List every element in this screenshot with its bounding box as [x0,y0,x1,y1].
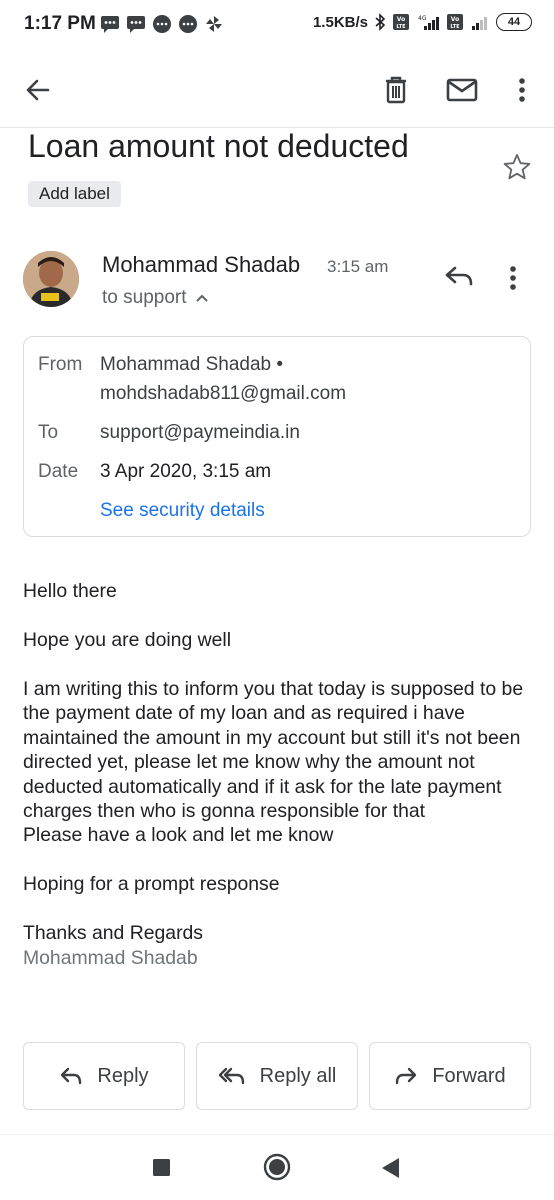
more-vert-icon [517,76,527,104]
mark-unread-button[interactable] [442,70,482,110]
security-details-link[interactable]: See security details [100,500,265,521]
battery-icon [496,13,532,31]
home-icon[interactable] [263,1153,291,1181]
reply-action-button[interactable] [23,1042,185,1110]
delete-icon [382,75,410,105]
svg-text:Vo: Vo [396,16,406,23]
to-line-text: to support [102,287,187,308]
message-more-button[interactable] [508,264,538,296]
star-icon [502,152,532,182]
chat-bubble-icon [152,14,172,34]
from-label: From [38,354,83,375]
status-bar [0,0,554,50]
reply-icon [444,264,474,288]
back-arrow-icon [24,76,52,104]
back-button[interactable] [18,70,58,110]
reply-all-action-button[interactable] [196,1042,358,1110]
signal-icon [416,13,440,31]
svg-text:LTE: LTE [396,24,406,30]
battery-level: 44 [507,16,521,28]
forward-action-button[interactable] [369,1042,531,1110]
to-label: To [38,422,59,443]
app-toolbar [0,50,554,128]
email-subject: Loan amount not deducted [28,128,409,164]
recents-icon[interactable] [152,1158,171,1177]
notification-icons [100,14,224,34]
body-line: Hope you are doing well [23,629,232,651]
sender-name: Mohammad Shadab [102,252,301,277]
body-line: Hoping for a prompt response [23,873,280,896]
date-value: 3 Apr 2020, 3:15 am [100,461,272,482]
message-icon [126,15,146,33]
body-paragraph: I am writing this to inform you that today is supposed to be the payment date of my loan and as required i have maintained the amount in my account but still it's not been directed yet, please let me know why the amount not deducted automatically and if it ask for the late payment charges then who is gonna responsible for that [23,678,524,823]
volte-icon [392,13,410,31]
date-label: Date [38,461,79,482]
forward-label: Forward [432,1064,506,1087]
reply-all-label: Reply all [259,1064,337,1087]
status-right [313,13,532,31]
reply-icon [59,1066,83,1086]
from-email: mohdshadab811@gmail.com [100,383,347,404]
back-nav-icon[interactable] [380,1157,400,1179]
body-closing: Thanks and Regards [23,922,204,945]
to-value: support@paymeindia.in [100,422,300,443]
reply-button[interactable] [444,264,484,296]
more-vert-icon [508,264,518,292]
star-button[interactable] [502,152,532,187]
chat-bubble-icon [178,14,198,34]
sender-avatar[interactable] [23,251,79,307]
email-body [23,579,538,970]
from-name: Mohammad Shadab • [100,354,284,375]
email-time: 3:15 am [327,257,389,276]
svg-text:Vo: Vo [450,16,460,23]
body-signature: Mohammad Shadab [23,946,198,969]
svg-text:4G: 4G [418,15,427,22]
email-details-card [23,336,531,537]
pinwheel-icon [204,14,224,34]
body-paragraph-last: Please have a look and let me know [23,824,334,847]
message-icon [100,15,120,33]
body-greeting: Hello there [23,580,117,602]
delete-button[interactable] [376,70,416,110]
signal-icon [470,13,490,31]
more-options-button[interactable] [502,70,542,110]
forward-icon [394,1066,418,1086]
svg-text:LTE: LTE [450,24,460,30]
network-speed: 1.5KB/s [312,13,368,31]
volte-icon [446,13,464,31]
bluetooth-icon [374,13,386,31]
mark-unread-icon [446,77,478,103]
avatar-photo [23,251,79,307]
status-time: 1:17 PM [24,13,96,34]
add-label-chip[interactable]: Add label [28,181,121,207]
reply-label: Reply [97,1064,149,1087]
reply-all-icon [218,1066,246,1086]
recipients-toggle[interactable] [102,287,209,309]
chevron-up-icon [195,293,209,303]
system-nav-bar [0,1134,554,1200]
